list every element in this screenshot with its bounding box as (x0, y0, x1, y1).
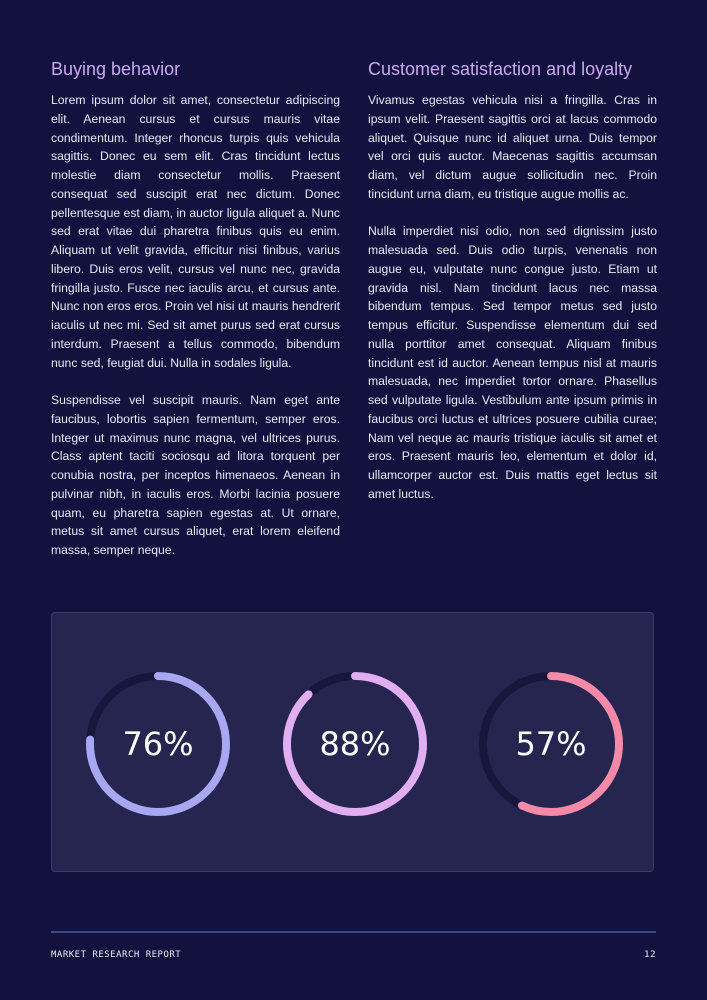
percent-label: 57% (515, 725, 587, 763)
footer-report-title: MARKET RESEARCH REPORT (51, 950, 182, 960)
body-paragraph: Vivamus egestas vehicula nisi a fringilla. Cras in ipsum velit. Praesent sagittis orci at lacus commodo aliquet. Quisque nunc id aliquet urna. Duis tempor vel orci quis auctor. Maecenas sagittis accumsan diam, vel dictum augue sollicitudin nec. Proin tincidunt urna diam, eu tristique augue mollis ac. (368, 93, 657, 201)
section-customer-satisfaction (368, 57, 657, 522)
footer-divider (51, 931, 656, 933)
percent-label: 76% (122, 725, 194, 763)
progress-ring-1 (83, 669, 233, 819)
section-title: Customer satisfaction and loyalty (368, 59, 633, 79)
section-buying-behavior (51, 57, 340, 579)
body-paragraph: Lorem ipsum dolor sit amet, consectetur adipiscing elit. Aenean cursus et cursus mauris vitae condimentum. Integer rhoncus turpis quis vehicula sagittis. Donec eu sem elit. Cras tincidunt lectus molestie diam consectetur mollis. Praesent consequat sed suscipit erat nec dictum. Donec pellentesque est diam, in auctor ligula aliquet a. Nunc sed erat vitae dui pharetra finibus quis eu enim. Aliquam ut velit gravida, efficitur nisi finibus, varius libero. Duis eros velit, cursus vel nunc nec, gravida fringilla justo. Fusce nec iaculis arcu, et cursus ante. Nunc non eros eros. Proin vel nisi ut mauris hendrerit iaculis ut nec mi. Sed sit amet purus sed erat cursus interdum. Praesent a tellus commodo, bibendum nunc sed, feugiat dui. Nulla in sodales ligula. (51, 93, 340, 370)
body-paragraph: Nulla imperdiet nisi odio, non sed dignissim justo malesuada sed. Duis odio turpis, venenatis non augue eu, vulputate nunc congue justo. Etiam ut gravida nisl. Nam tincidunt lacus nec massa bibendum tempus. Sed tempor metus sed justo tempus efficitur. Suspendisse elementum dui sed nulla porttitor amet consequat. Aliquam finibus tincidunt est id auctor. Aenean tempus nisl at mauris malesuada, nec imperdiet tortor ornare. Phasellus sed vulputate ligula. Vestibulum ante ipsum primis in faucibus orci luctus et ultrices posuere cubilia curae; Nam vel neque ac mauris tristique iaculis sit amet et eros. Praesent mauris leo, elementum et dolor id, ullamcorper auctor est. Duis mattis eget lectus sit amet luctus. (368, 224, 657, 501)
progress-ring-2 (280, 669, 430, 819)
page-number: 12 (644, 950, 656, 960)
percent-label: 88% (319, 725, 391, 763)
progress-ring-3 (476, 669, 626, 819)
section-title: Buying behavior (51, 59, 181, 79)
stats-panel (51, 612, 654, 872)
body-paragraph: Suspendisse vel suscipit mauris. Nam eget ante faucibus, lobortis sapien fermentum, semper eros. Integer ut maximus nunc magna, vel ultrices purus. Class aptent taciti sociosqu ad litora torquent per conubia nostra, per inceptos himenaeos. Aenean in pulvinar nibh, in iaculis eros. Morbi lacinia posuere quam, eu pharetra sapien egestas at. Ut ornare, metus sit amet cursus aliquet, erat lorem eleifend massa, semper neque. (51, 393, 340, 557)
